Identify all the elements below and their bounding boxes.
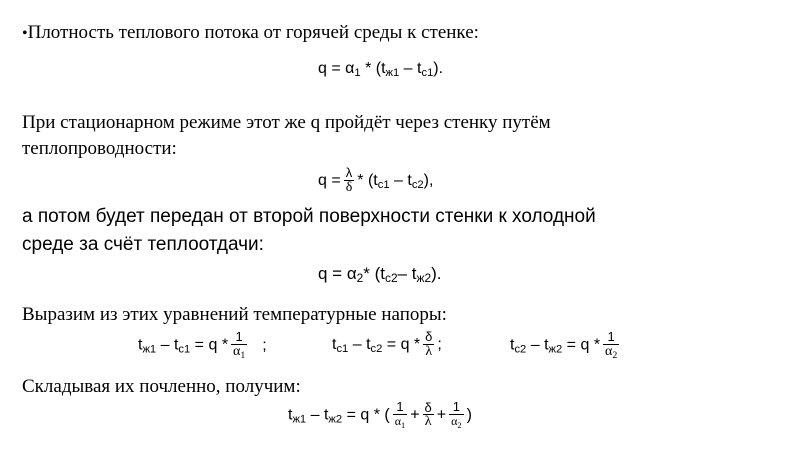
para-express: Выразим из этих уравнений температурные напоры:	[22, 304, 447, 325]
formula-q-alpha1: $q = \alpha_1 * (t_{ж1} - t_{с1})$.	[318, 60, 444, 79]
bullet-icon: •	[22, 25, 28, 42]
formula-total-diff: $t_{ж1} - t_{ж2} = q$ * ( $\frac{1}{\alpha_1}$ + $\frac{\delta}{\lambda}$ + $\frac{1}{\alpha_2}$ )	[288, 399, 472, 430]
formula-q-alpha2: $q = \alpha_2*$ ($t_{с2}-$ $t_{ж2}$).	[318, 264, 442, 285]
heading-line	[22, 22, 479, 44]
para-stationary-line2: теплопроводности:	[22, 138, 177, 159]
formula-diff-c2-zh2: $t_{с2} - t_{ж2} = q$ * $\frac{1}{\alpha_2}$	[510, 329, 618, 361]
formula-diff-zh1-c1: $t_{ж1} - t_{с1} = q$ * $\frac{1}{\alpha_1}$ ;	[138, 329, 267, 361]
para-summing: Складывая их почленно, получим:	[22, 376, 301, 397]
para-stationary-line1: При стационарном режиме этот же q пройдёт через стенку путём	[22, 112, 551, 133]
para-transfer-line2: среде за счёт теплоотдачи:	[22, 234, 264, 255]
formula-q-conduction: q = $\frac{\lambda}{\delta}$ * $(t_{с1} - t_{с2})$,	[318, 165, 434, 195]
formula-diff-c1-c2: $t_{с1} - t_{с2} = q$ * $\frac{\delta}{\lambda}$ ;	[332, 329, 442, 359]
para-transfer-line1: а потом будет передан от второй поверхности стенки к холодной	[22, 206, 596, 227]
fraction-lambda-delta: $\frac{\lambda}{\delta}$	[345, 165, 353, 195]
heading-text: Плотность теплового потока от горячей среды к стенке:	[27, 22, 479, 43]
